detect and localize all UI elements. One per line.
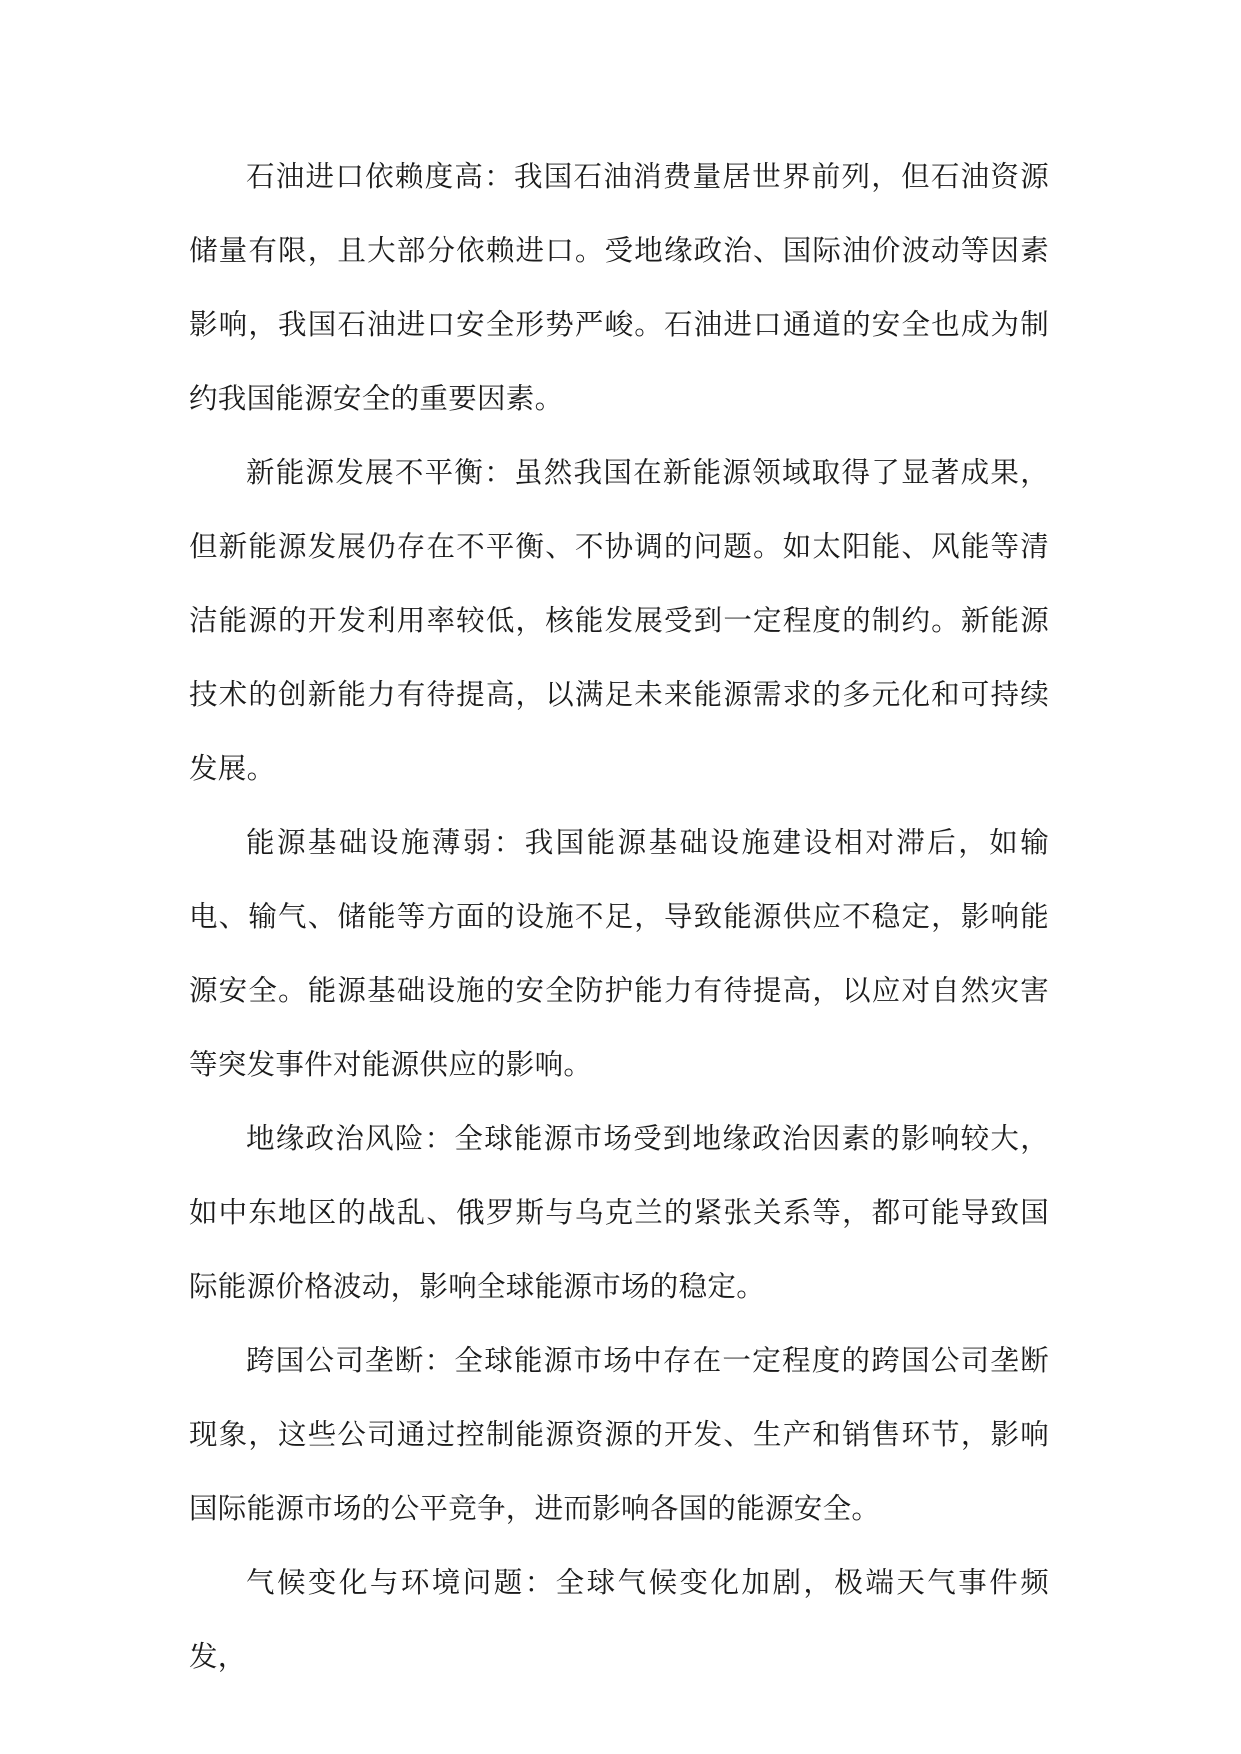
paragraph-oil-import-dependence: 石油进口依赖度高：我国石油消费量居世界前列，但石油资源储量有限，且大部分依赖进口。受地缘政治、国际油价波动等因素影响，我国石油进口安全形势严峻。石油进口通道的安全也成为制约我国能源安全的重要因素。 [189, 160, 1049, 415]
paragraph-multinational-monopoly: 跨国公司垄断：全球能源市场中存在一定程度的跨国公司垄断现象，这些公司通过控制能源资源的开发、生产和销售环节，影响国际能源市场的公平竞争，进而影响各国的能源安全。 [189, 1344, 1049, 1525]
paragraph-climate-change: 气候变化与环境问题：全球气候变化加剧，极端天气事件频发， [189, 1566, 1049, 1673]
paragraph-energy-infrastructure: 能源基础设施薄弱：我国能源基础设施建设相对滞后，如输电、输气、储能等方面的设施不足，导致能源供应不稳定，影响能源安全。能源基础设施的安全防护能力有待提高，以应对自然灾害等突发事件对能源供应的影响。 [189, 826, 1049, 1081]
paragraph-geopolitical-risk: 地缘政治风险：全球能源市场受到地缘政治因素的影响较大，如中东地区的战乱、俄罗斯与乌克兰的紧张关系等，都可能导致国际能源价格波动，影响全球能源市场的稳定。 [189, 1122, 1049, 1303]
paragraph-new-energy-imbalance: 新能源发展不平衡：虽然我国在新能源领域取得了显著成果，但新能源发展仍存在不平衡、不协调的问题。如太阳能、风能等清洁能源的开发利用率较低，核能发展受到一定程度的制约。新能源技术的创新能力有待提高，以满足未来能源需求的多元化和可持续发展。 [189, 456, 1049, 785]
document-body [189, 140, 1049, 1694]
